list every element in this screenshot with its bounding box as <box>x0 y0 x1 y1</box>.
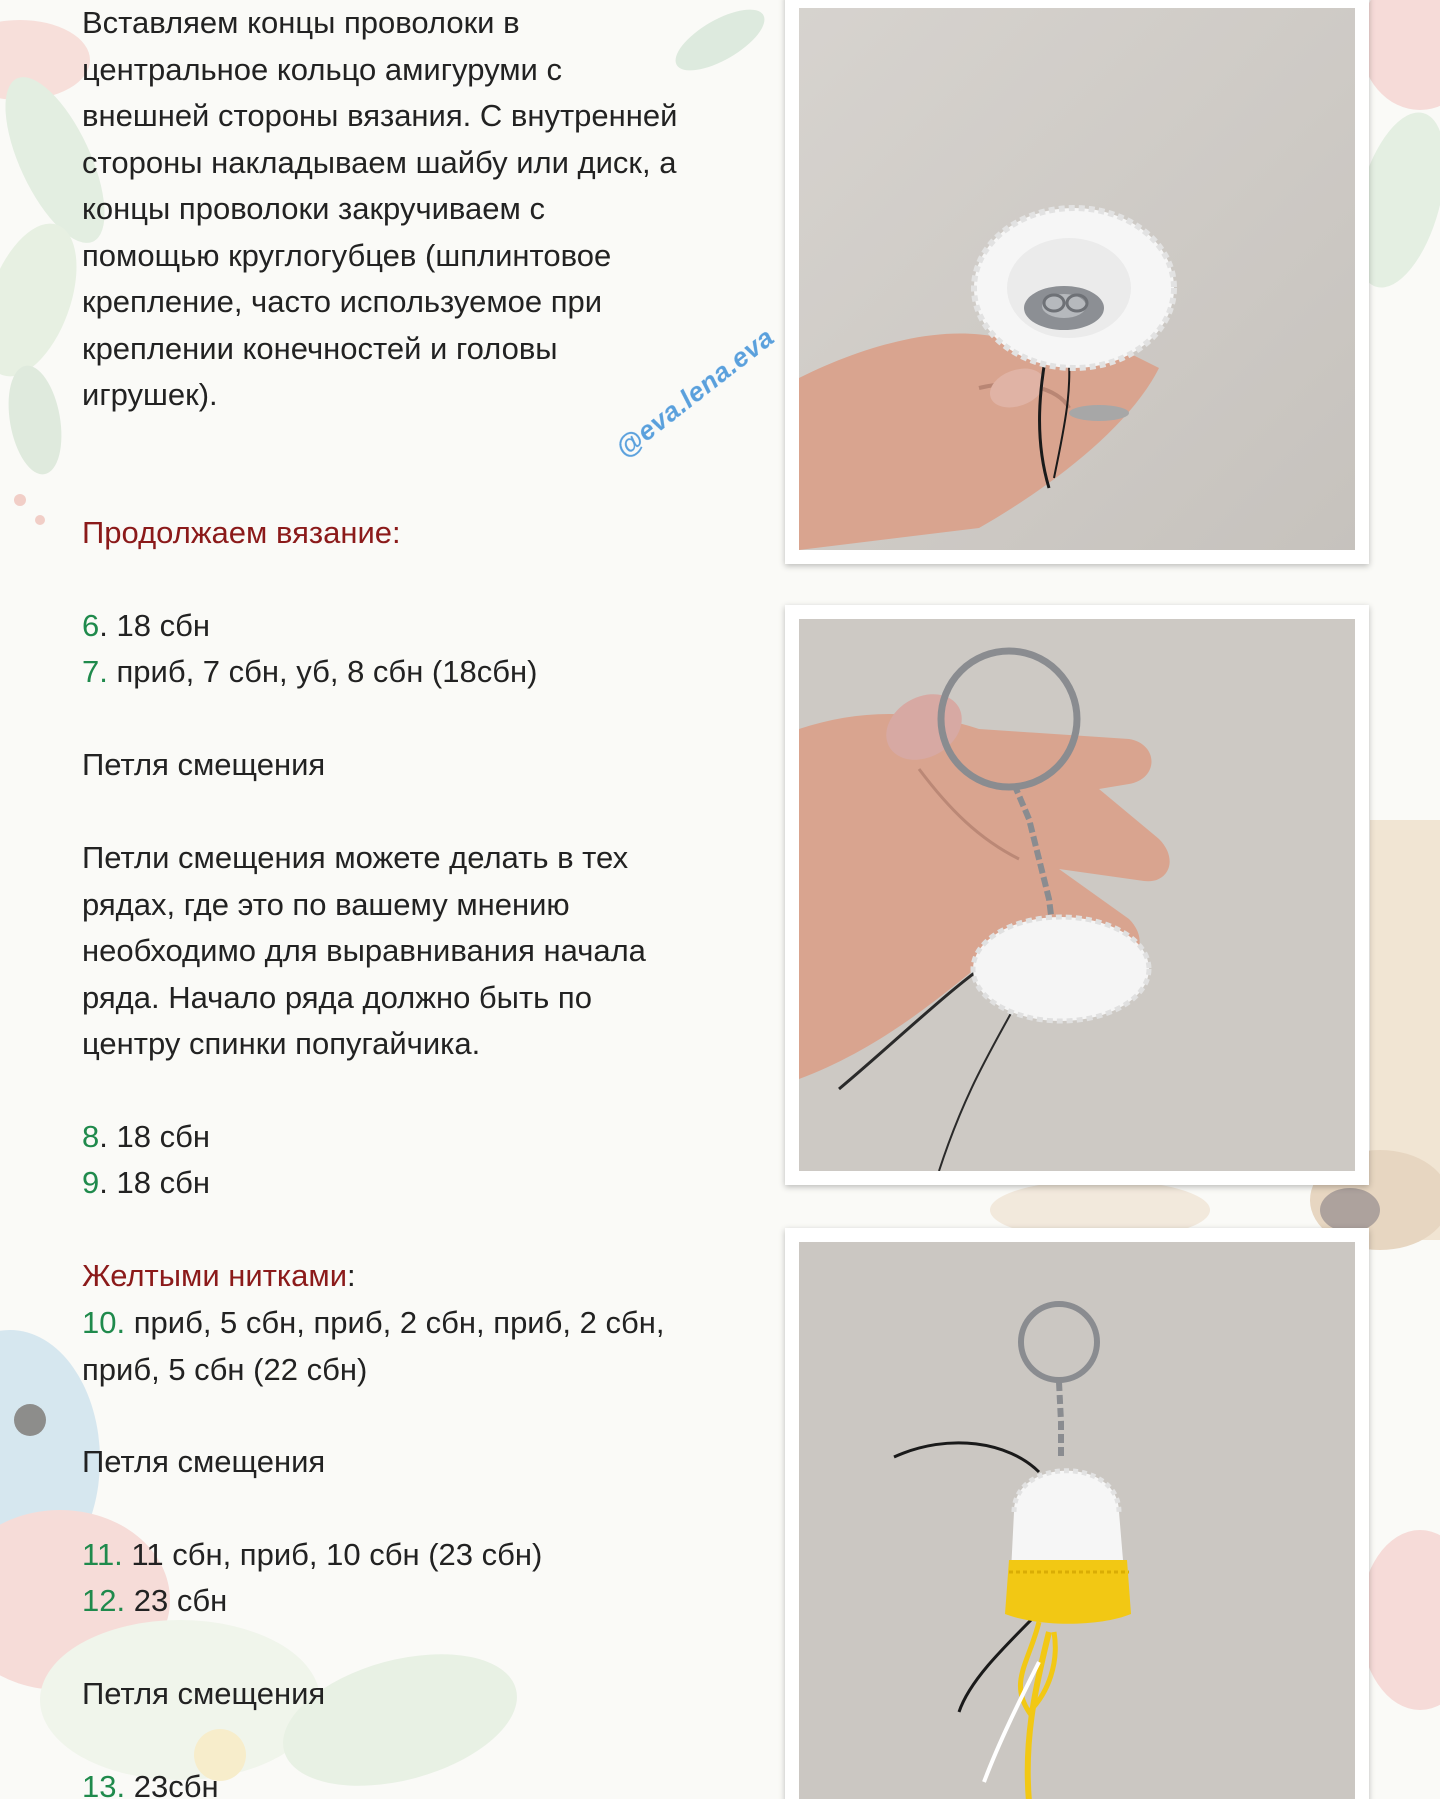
row-text: 23сбн <box>125 1769 219 1799</box>
row-text: . 18 сбн <box>99 1119 210 1154</box>
row-number: 7. <box>82 654 108 689</box>
yellow-heading: Желтыми нитками <box>82 1258 348 1293</box>
row-number: 8 <box>82 1119 100 1154</box>
shift-loop-label: Петля смещения <box>82 747 326 782</box>
row-13 <box>82 1764 219 1799</box>
row-text: приб, 7 сбн, уб, 8 сбн (18сбн) <box>107 654 538 689</box>
photo-image <box>799 619 1355 1171</box>
row-number: 6 <box>82 608 100 643</box>
shift-loop-label: Петля смещения <box>82 1444 326 1479</box>
intro-line: креплении конечностей и головы <box>82 330 558 366</box>
row-11 <box>82 1532 542 1579</box>
shift-note-line: рядах, где это по вашему мнению <box>82 886 570 922</box>
shift-note-line: необходимо для выравнивания начала <box>82 933 646 968</box>
row-number: 12. <box>82 1583 126 1618</box>
intro-line: центральное кольцо амигуруми с <box>82 51 562 87</box>
row-number: 10. <box>82 1305 126 1340</box>
watermark: @eva.lena.eva <box>610 321 780 464</box>
shift-note-paragraph <box>82 835 646 1068</box>
photo-image <box>799 1242 1355 1799</box>
photo-keyring-white-piece <box>785 605 1369 1185</box>
row-number: 11. <box>82 1537 123 1572</box>
row-9 <box>82 1160 210 1207</box>
intro-line: Вставляем концы проволоки в <box>82 5 520 40</box>
intro-line: игрушек). <box>82 377 218 412</box>
shift-loop-label: Петля смещения <box>82 1676 326 1711</box>
intro-line: внешней стороны вязания. С внутренней <box>82 98 678 133</box>
intro-line: помощью круглогубцев (шплинтовое <box>82 237 612 273</box>
intro-paragraph <box>82 0 677 419</box>
row-text: . 18 сбн <box>99 608 210 643</box>
photo-white-cup-with-washer <box>785 0 1369 564</box>
shift-note-line: Петли смещения можете делать в тех <box>82 840 629 875</box>
row-7 <box>82 649 537 696</box>
photo-keyring-yellow-band <box>785 1228 1369 1799</box>
row-12 <box>82 1578 227 1625</box>
row-8 <box>82 1114 210 1161</box>
shift-note-line: центру спинки попугайчика. <box>82 1026 481 1061</box>
row-number: 9 <box>82 1165 100 1200</box>
intro-line: крепление, часто используемое при <box>82 284 603 319</box>
row-text: 23 сбн <box>125 1583 228 1618</box>
yellow-heading-line <box>82 1253 356 1300</box>
shift-note-line: ряда. Начало ряда должно быть по <box>82 979 592 1015</box>
row-text: 11 сбн, приб, 10 сбн (23 сбн) <box>122 1537 543 1572</box>
intro-line: концы проволоки закручиваем с <box>82 191 545 226</box>
intro-line: стороны накладываем шайбу или диск, а <box>82 144 677 180</box>
row-number: 13. <box>82 1769 126 1799</box>
row-text: . 18 сбн <box>99 1165 210 1200</box>
row-10 <box>82 1300 664 1393</box>
row-text: приб, 5 сбн, приб, 2 сбн, приб, 2 сбн, <box>125 1305 665 1340</box>
yellow-heading-colon: : <box>347 1258 356 1293</box>
photo-image <box>799 8 1355 550</box>
row-6 <box>82 603 210 650</box>
continue-heading: Продолжаем вязание: <box>82 515 401 550</box>
row-text-continued: приб, 5 сбн (22 сбн) <box>82 1351 368 1387</box>
